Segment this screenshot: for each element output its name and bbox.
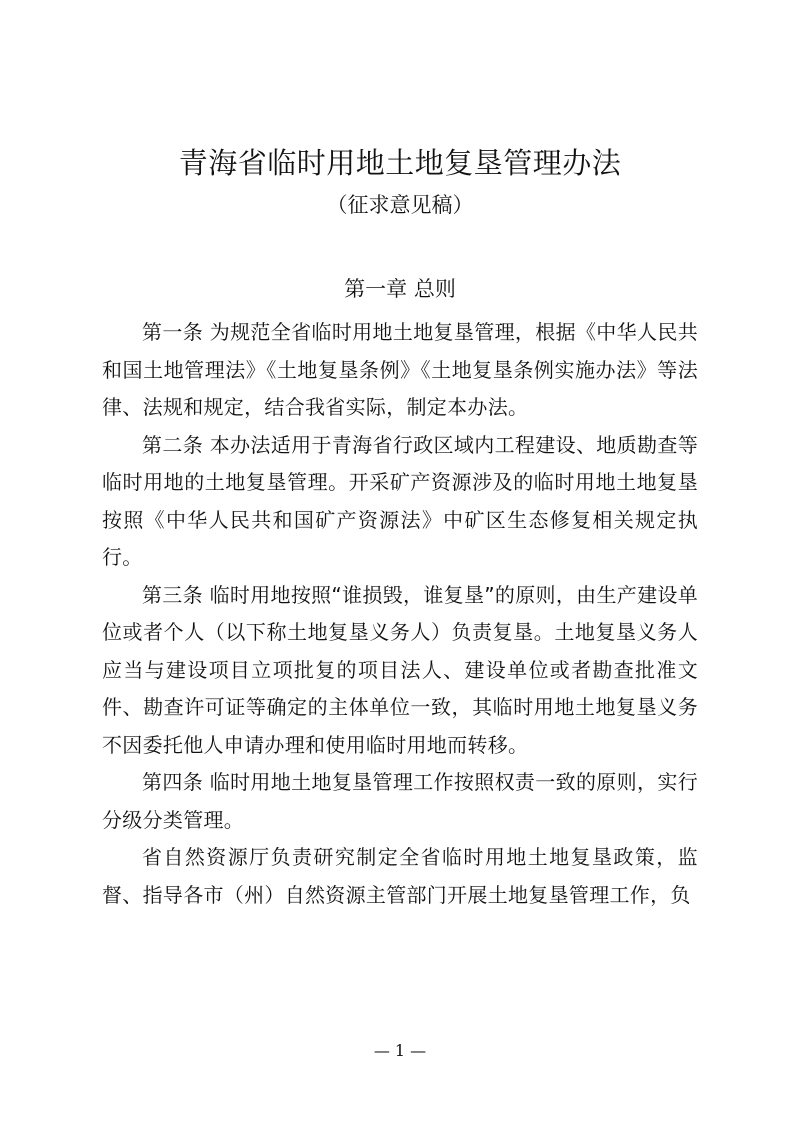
- article-3-paragraph: 第三条 临时用地按照“谁损毁，谁复垦”的原则，由生产建设单位或者个人（以下称土地复垦义务人）负责复垦。土地复垦义务人应当与建设项目立项批复的项目法人、建设单位或者勘查批准文件、勘查许可证等确定的主体单位一致，其临时用地土地复垦义务不因委托他人申请办理和使用临时用地而转移。: [102, 582, 698, 757]
- article-1-paragraph: 第一条 为规范全省临时用地土地复垦管理，根据《中华人民共和国土地管理法》《土地复垦条例》《土地复垦条例实施办法》等法律、法规和规定，结合我省实际，制定本办法。: [102, 320, 698, 419]
- document-title: 青海省临时用地土地复垦管理办法: [178, 146, 622, 180]
- document-body: [102, 314, 698, 914]
- article-4-paragraph: 第四条 临时用地土地复垦管理工作按照权责一致的原则，实行分级分类管理。: [102, 770, 698, 832]
- document-subtitle: （征求意见稿）: [326, 193, 474, 217]
- article-4-continued-paragraph: 省自然资源厅负责研究制定全省临时用地土地复垦政策，监督、指导各市（州）自然资源主管部门开展土地复垦管理工作，负: [102, 845, 698, 907]
- article-2-paragraph: 第二条 本办法适用于青海省行政区域内工程建设、地质勘查等临时用地的土地复垦管理。开采矿产资源涉及的临时用地土地复垦按照《中华人民共和国矿产资源法》中矿区生态修复相关规定执行。: [102, 432, 698, 569]
- chapter-heading: 第一章 总则: [344, 277, 456, 301]
- page-number: — 1 —: [373, 1041, 427, 1060]
